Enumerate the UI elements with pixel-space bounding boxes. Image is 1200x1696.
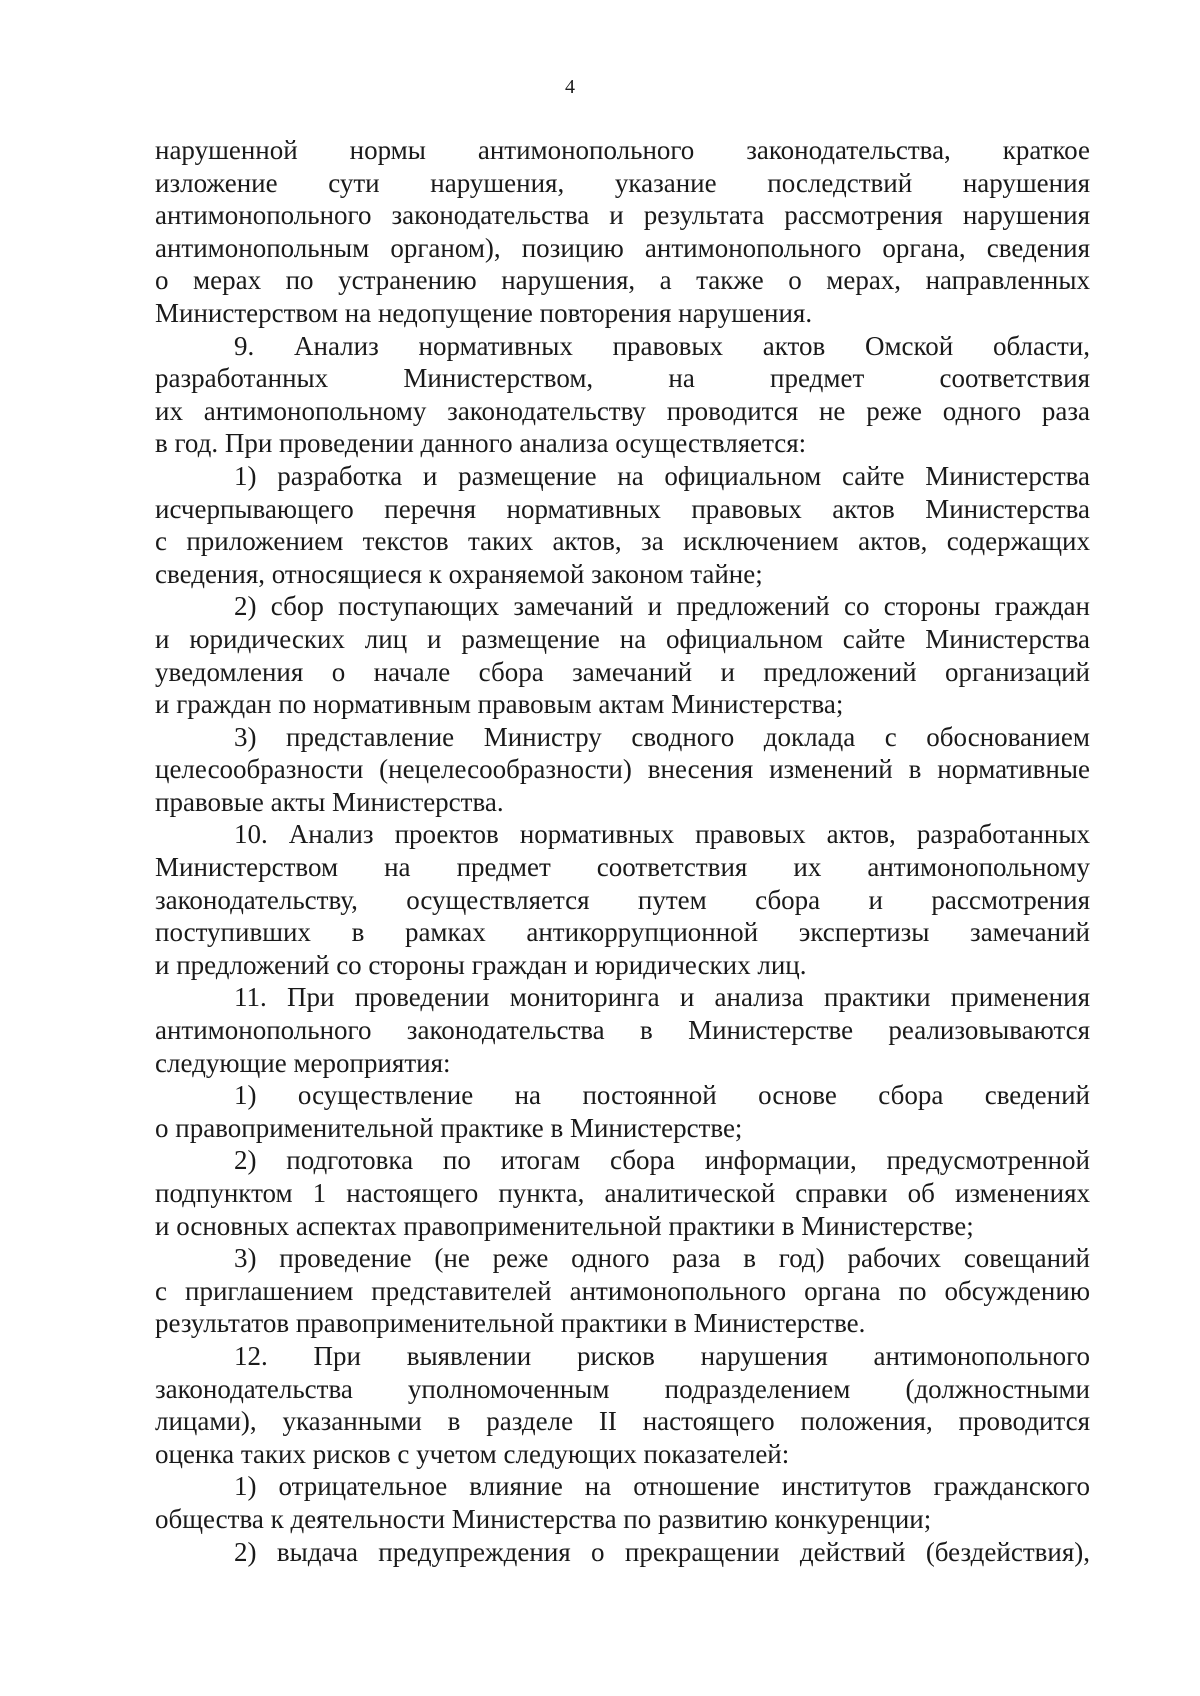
text-line: Министерством на предмет соответствия их антимонопольному <box>155 852 1090 883</box>
text-line: нарушенной нормы антимонопольного законодательства, краткое <box>155 135 1090 165</box>
text-line: подпунктом 1 настоящего пункта, аналитической справки об изменениях <box>155 1178 1090 1208</box>
text-line: и основных аспектах правоприменительной практики в Министерстве; <box>155 1210 974 1241</box>
text-line: 2) подготовка по итогам сбора информации, предусмотренной <box>234 1145 1090 1176</box>
text-line: оценка таких рисков с учетом следующих показателей: <box>155 1438 790 1469</box>
text-line: 11. При проведении мониторинга и анализа практики применения <box>234 982 1090 1013</box>
text-line: поступивших в рамках антикоррупционной экспертизы замечаний <box>155 917 1090 948</box>
text-line: их антимонопольному законодательству проводится не реже одного раза <box>155 395 1090 426</box>
text-line: лицами), указанными в разделе II настоящего положения, проводится <box>155 1406 1090 1437</box>
text-line: в год. При проведении данного анализа осуществляется: <box>155 428 807 459</box>
text-line: целесообразности (нецелесообразности) внесения изменений в нормативные <box>155 754 1090 785</box>
text-line: законодательству, осуществляется путем сбора и рассмотрения <box>155 884 1090 915</box>
text-line: сведения, относящиеся к охраняемой законом тайне; <box>155 558 763 589</box>
document-body <box>155 134 1090 1568</box>
text-line: и юридических лиц и размещение на официальном сайте Министерства <box>155 623 1090 654</box>
text-line: 1) осуществление на постоянной основе сбора сведений <box>234 1080 1090 1111</box>
text-line: Министерством на недопущение повторения нарушения. <box>155 297 813 328</box>
text-line: уведомления о начале сбора замечаний и предложений организаций <box>155 656 1090 687</box>
text-line: антимонопольного законодательства в Министерстве реализовываются <box>155 1015 1090 1046</box>
page-number: 4 <box>565 76 575 98</box>
text-line: с приглашением представителей антимонопольного органа по обсуждению <box>155 1275 1090 1306</box>
text-line: исчерпывающего перечня нормативных правовых актов Министерства <box>155 493 1090 524</box>
text-line: 2) сбор поступающих замечаний и предложений со стороны граждан <box>234 591 1090 622</box>
text-line: законодательства уполномоченным подразделением (должностными <box>155 1373 1090 1404</box>
text-line: о мерах по устранению нарушения, а также о мерах, направленных <box>155 265 1090 296</box>
text-line: 3) представление Министру сводного доклада с обоснованием <box>234 721 1090 752</box>
text-line: правовые акты Министерства. <box>155 786 504 817</box>
text-line: общества к деятельности Министерства по развитию конкуренции; <box>155 1503 932 1534</box>
text-line: следующие мероприятия: <box>155 1047 451 1078</box>
text-line: антимонопольного законодательства и результата рассмотрения нарушения <box>155 200 1090 231</box>
text-line: и предложений со стороны граждан и юридических лиц. <box>155 949 807 980</box>
text-line: 1) разработка и размещение на официальном сайте Министерства <box>234 460 1090 491</box>
text-line: 2) выдача предупреждения о прекращении действий (бездействия), <box>234 1536 1090 1567</box>
text-line: антимонопольным органом), позицию антимонопольного органа, сведения <box>155 232 1090 263</box>
text-line: о правоприменительной практике в Министерстве; <box>155 1112 743 1143</box>
text-line: и граждан по нормативным правовым актам Министерства; <box>155 689 844 720</box>
text-line: изложение сути нарушения, указание последствий нарушения <box>155 167 1090 198</box>
text-line: 12. При выявлении рисков нарушения антимонопольного <box>234 1340 1090 1371</box>
text-line: с приложением текстов таких актов, за исключением актов, содержащих <box>155 526 1090 557</box>
text-line: 10. Анализ проектов нормативных правовых актов, разработанных <box>234 819 1090 850</box>
text-line: 1) отрицательное влияние на отношение институтов гражданского <box>234 1471 1090 1502</box>
text-line: 3) проведение (не реже одного раза в год) рабочих совещаний <box>234 1243 1090 1274</box>
text-line: результатов правоприменительной практики в Министерстве. <box>155 1308 866 1339</box>
text-line: 9. Анализ нормативных правовых актов Омской области, <box>234 330 1090 361</box>
text-line: разработанных Министерством, на предмет соответствия <box>155 363 1090 394</box>
